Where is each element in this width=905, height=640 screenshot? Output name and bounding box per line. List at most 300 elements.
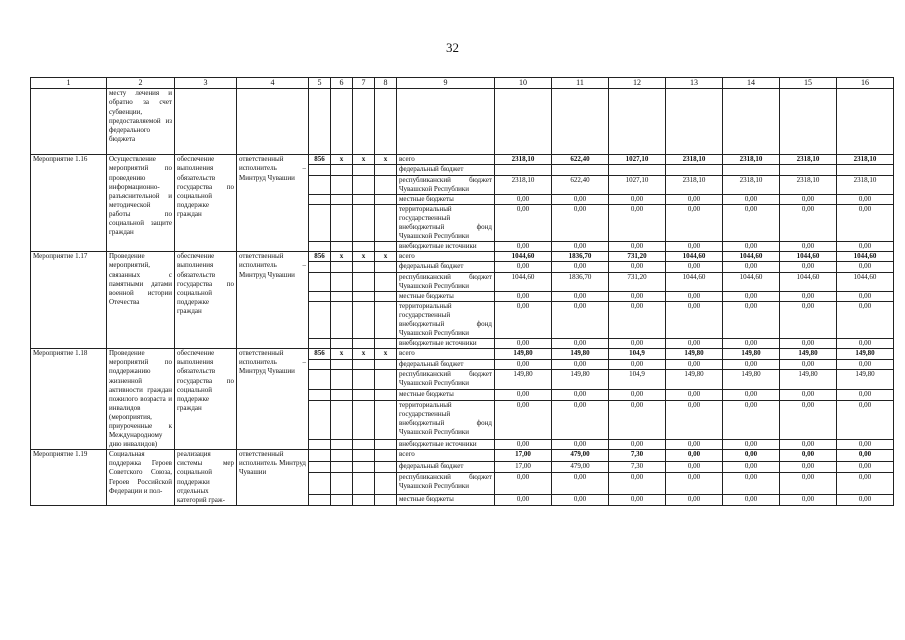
column-number-header: 16 bbox=[837, 78, 894, 89]
amount-cell: 104,9 bbox=[609, 349, 666, 360]
amount-cell: 0,00 bbox=[666, 301, 723, 338]
event-task-cell: обеспечение выполнения обязательств государства по социальной поддержке граждан bbox=[175, 349, 237, 450]
funding-source-cell: всего bbox=[397, 450, 495, 461]
code-cell bbox=[353, 390, 375, 401]
amount-cell: 0,00 bbox=[723, 472, 780, 494]
amount-cell bbox=[666, 165, 723, 175]
code-cell bbox=[353, 194, 375, 204]
amount-cell: 149,80 bbox=[780, 370, 837, 390]
empty-cell bbox=[666, 89, 723, 155]
code-cell bbox=[309, 175, 331, 194]
event-executor-cell: ответственный исполнитель – Минтруд Чувашии bbox=[237, 155, 309, 252]
amount-cell: 0,00 bbox=[780, 461, 837, 472]
amount-cell: 0,00 bbox=[837, 400, 894, 439]
amount-cell: 0,00 bbox=[552, 439, 609, 450]
code-cell bbox=[375, 291, 397, 301]
empty-cell bbox=[353, 89, 375, 155]
amount-cell: 622,40 bbox=[552, 175, 609, 194]
code-cell bbox=[353, 204, 375, 241]
code-cell bbox=[309, 400, 331, 439]
amount-cell: 0,00 bbox=[609, 359, 666, 370]
amount-cell: 17,00 bbox=[495, 461, 552, 472]
funding-source-cell: всего bbox=[397, 252, 495, 262]
amount-cell: 0,00 bbox=[723, 439, 780, 450]
amount-cell: 0,00 bbox=[495, 472, 552, 494]
amount-cell: 0,00 bbox=[666, 461, 723, 472]
code-cell: x bbox=[375, 252, 397, 262]
code-cell bbox=[353, 339, 375, 349]
amount-cell: 0,00 bbox=[609, 400, 666, 439]
code-cell bbox=[331, 301, 353, 338]
empty-cell bbox=[495, 89, 552, 155]
code-cell bbox=[309, 339, 331, 349]
amount-cell: 0,00 bbox=[495, 400, 552, 439]
amount-cell: 0,00 bbox=[723, 461, 780, 472]
amount-cell: 0,00 bbox=[666, 204, 723, 241]
code-cell bbox=[353, 359, 375, 370]
code-cell bbox=[331, 194, 353, 204]
amount-cell: 149,80 bbox=[495, 370, 552, 390]
funding-source-cell: федеральный бюджет bbox=[397, 359, 495, 370]
code-cell bbox=[353, 262, 375, 272]
amount-cell: 2318,10 bbox=[780, 175, 837, 194]
amount-cell: 0,00 bbox=[723, 291, 780, 301]
amount-cell: 0,00 bbox=[495, 262, 552, 272]
amount-cell: 0,00 bbox=[609, 472, 666, 494]
code-cell: x bbox=[375, 349, 397, 360]
amount-cell: 622,40 bbox=[552, 155, 609, 165]
amount-cell: 0,00 bbox=[723, 494, 780, 505]
funding-source-cell: республиканский бюджет Чувашской Республики bbox=[397, 370, 495, 390]
amount-cell: 1044,60 bbox=[666, 272, 723, 291]
amount-cell: 0,00 bbox=[837, 439, 894, 450]
code-cell bbox=[375, 450, 397, 461]
amount-cell: 0,00 bbox=[495, 339, 552, 349]
code-cell bbox=[375, 370, 397, 390]
amount-cell bbox=[609, 165, 666, 175]
amount-cell: 0,00 bbox=[552, 194, 609, 204]
column-number-header: 15 bbox=[780, 78, 837, 89]
amount-cell: 0,00 bbox=[609, 194, 666, 204]
code-cell bbox=[331, 494, 353, 505]
funding-source-cell: территориальный государственный внебюджетный фонд Чувашской Республики bbox=[397, 204, 495, 241]
amount-cell bbox=[780, 165, 837, 175]
amount-cell: 0,00 bbox=[837, 291, 894, 301]
amount-cell: 1044,60 bbox=[780, 252, 837, 262]
amount-cell bbox=[552, 165, 609, 175]
column-number-header: 6 bbox=[331, 78, 353, 89]
amount-cell: 0,00 bbox=[780, 194, 837, 204]
amount-cell: 0,00 bbox=[666, 194, 723, 204]
amount-cell: 104,9 bbox=[609, 370, 666, 390]
amount-cell: 1044,60 bbox=[723, 272, 780, 291]
amount-cell: 0,00 bbox=[837, 494, 894, 505]
amount-cell: 0,00 bbox=[552, 390, 609, 401]
code-cell bbox=[331, 242, 353, 252]
code-cell: x bbox=[353, 252, 375, 262]
column-number-header: 2 bbox=[107, 78, 175, 89]
code-cell: 856 bbox=[309, 252, 331, 262]
column-number-header: 7 bbox=[353, 78, 375, 89]
code-cell: x bbox=[375, 155, 397, 165]
code-cell bbox=[353, 494, 375, 505]
amount-cell: 0,00 bbox=[837, 472, 894, 494]
amount-cell: 0,00 bbox=[666, 262, 723, 272]
code-cell bbox=[331, 204, 353, 241]
amount-cell: 0,00 bbox=[666, 339, 723, 349]
code-cell bbox=[375, 472, 397, 494]
amount-cell: 0,00 bbox=[837, 301, 894, 338]
code-cell: x bbox=[331, 252, 353, 262]
empty-cell bbox=[309, 89, 331, 155]
code-cell bbox=[309, 390, 331, 401]
amount-cell: 0,00 bbox=[780, 291, 837, 301]
code-cell bbox=[353, 272, 375, 291]
amount-cell: 0,00 bbox=[723, 400, 780, 439]
code-cell bbox=[353, 472, 375, 494]
amount-cell: 7,30 bbox=[609, 450, 666, 461]
code-cell bbox=[309, 450, 331, 461]
amount-cell: 1836,70 bbox=[552, 272, 609, 291]
amount-cell: 0,00 bbox=[666, 291, 723, 301]
code-cell bbox=[331, 370, 353, 390]
amount-cell: 0,00 bbox=[837, 390, 894, 401]
event-executor-cell: ответственный исполнитель – Минтруд Чувашии bbox=[237, 252, 309, 349]
amount-cell: 1027,10 bbox=[609, 155, 666, 165]
amount-cell: 0,00 bbox=[723, 194, 780, 204]
amount-cell: 149,80 bbox=[666, 370, 723, 390]
amount-cell: 0,00 bbox=[723, 242, 780, 252]
code-cell bbox=[331, 175, 353, 194]
code-cell bbox=[331, 291, 353, 301]
amount-cell: 17,00 bbox=[495, 450, 552, 461]
amount-cell: 0,00 bbox=[666, 494, 723, 505]
amount-cell: 0,00 bbox=[552, 262, 609, 272]
empty-cell bbox=[397, 89, 495, 155]
code-cell bbox=[331, 165, 353, 175]
amount-cell: 0,00 bbox=[609, 301, 666, 338]
funding-source-cell: республиканский бюджет Чувашской Республики bbox=[397, 472, 495, 494]
column-number-header: 13 bbox=[666, 78, 723, 89]
funding-source-cell: федеральный бюджет bbox=[397, 165, 495, 175]
amount-cell: 0,00 bbox=[780, 400, 837, 439]
code-cell bbox=[331, 472, 353, 494]
code-cell bbox=[309, 439, 331, 450]
amount-cell: 2318,10 bbox=[666, 155, 723, 165]
amount-cell: 2318,10 bbox=[723, 155, 780, 165]
amount-cell: 149,80 bbox=[666, 349, 723, 360]
amount-cell: 0,00 bbox=[552, 472, 609, 494]
amount-cell: 0,00 bbox=[609, 242, 666, 252]
funding-source-cell: всего bbox=[397, 349, 495, 360]
amount-cell: 0,00 bbox=[780, 301, 837, 338]
event-id-cell: Мероприятие 1.16 bbox=[31, 155, 107, 252]
code-cell bbox=[353, 242, 375, 252]
amount-cell: 0,00 bbox=[723, 359, 780, 370]
code-cell bbox=[375, 390, 397, 401]
amount-cell: 149,80 bbox=[723, 349, 780, 360]
amount-cell: 1027,10 bbox=[609, 175, 666, 194]
table-row bbox=[31, 155, 894, 165]
amount-cell: 2318,10 bbox=[495, 155, 552, 165]
funding-source-cell: местные бюджеты bbox=[397, 291, 495, 301]
funding-source-cell: внебюджетные источники bbox=[397, 339, 495, 349]
funding-source-cell: местные бюджеты bbox=[397, 390, 495, 401]
amount-cell: 0,00 bbox=[837, 450, 894, 461]
amount-cell: 0,00 bbox=[780, 390, 837, 401]
code-cell bbox=[375, 262, 397, 272]
code-cell bbox=[375, 175, 397, 194]
amount-cell: 149,80 bbox=[552, 370, 609, 390]
event-id-cell: Мероприятие 1.18 bbox=[31, 349, 107, 450]
amount-cell: 1044,60 bbox=[495, 252, 552, 262]
empty-cell bbox=[375, 89, 397, 155]
amount-cell: 0,00 bbox=[495, 194, 552, 204]
amount-cell: 149,80 bbox=[723, 370, 780, 390]
code-cell bbox=[353, 450, 375, 461]
amount-cell: 0,00 bbox=[723, 301, 780, 338]
amount-cell: 2318,10 bbox=[666, 175, 723, 194]
code-cell bbox=[375, 301, 397, 338]
amount-cell: 0,00 bbox=[837, 194, 894, 204]
amount-cell: 0,00 bbox=[609, 439, 666, 450]
code-cell bbox=[353, 165, 375, 175]
amount-cell: 0,00 bbox=[552, 291, 609, 301]
page-number: 32 bbox=[446, 40, 459, 55]
code-cell: 856 bbox=[309, 349, 331, 360]
code-cell bbox=[353, 291, 375, 301]
amount-cell: 0,00 bbox=[780, 450, 837, 461]
empty-cell bbox=[609, 89, 666, 155]
event-id-cell: Мероприятие 1.17 bbox=[31, 252, 107, 349]
amount-cell: 0,00 bbox=[723, 262, 780, 272]
amount-cell: 0,00 bbox=[837, 461, 894, 472]
amount-cell: 0,00 bbox=[552, 242, 609, 252]
amount-cell: 0,00 bbox=[609, 494, 666, 505]
amount-cell: 0,00 bbox=[666, 439, 723, 450]
amount-cell: 0,00 bbox=[552, 301, 609, 338]
code-cell bbox=[331, 359, 353, 370]
code-cell bbox=[309, 194, 331, 204]
amount-cell: 2318,10 bbox=[837, 175, 894, 194]
amount-cell: 149,80 bbox=[837, 370, 894, 390]
code-cell bbox=[331, 262, 353, 272]
amount-cell: 0,00 bbox=[780, 339, 837, 349]
code-cell bbox=[375, 204, 397, 241]
amount-cell: 731,20 bbox=[609, 272, 666, 291]
code-cell: 856 bbox=[309, 155, 331, 165]
funding-source-cell: республиканский бюджет Чувашской Республики bbox=[397, 175, 495, 194]
code-cell bbox=[375, 359, 397, 370]
amount-cell: 0,00 bbox=[495, 291, 552, 301]
amount-cell: 479,00 bbox=[552, 450, 609, 461]
code-cell bbox=[309, 370, 331, 390]
funding-source-cell: территориальный государственный внебюджетный фонд Чувашской Республики bbox=[397, 301, 495, 338]
code-cell bbox=[309, 291, 331, 301]
event-name-cell: Проведение мероприятий по поддержанию жизненной активности граждан пожилого возраста и инвалидов (мероприятия, приуроченные к Международному дню инвалидов) bbox=[107, 349, 175, 450]
event-name-cell: Социальная поддержка Героев Советского Союза, Героев Российской Федерации и пол- bbox=[107, 450, 175, 506]
code-cell bbox=[375, 494, 397, 505]
column-number-header: 14 bbox=[723, 78, 780, 89]
event-task-cell: реализация системы мер социальной поддержки отдельных категорий граж- bbox=[175, 450, 237, 506]
amount-cell: 0,00 bbox=[495, 390, 552, 401]
column-number-header: 12 bbox=[609, 78, 666, 89]
code-cell: x bbox=[353, 349, 375, 360]
column-number-header: 4 bbox=[237, 78, 309, 89]
amount-cell: 0,00 bbox=[723, 339, 780, 349]
code-cell bbox=[309, 262, 331, 272]
code-cell bbox=[309, 359, 331, 370]
empty-cell bbox=[723, 89, 780, 155]
amount-cell: 0,00 bbox=[552, 359, 609, 370]
event-executor-cell: ответственный исполнитель Минтруд Чувашии bbox=[237, 450, 309, 506]
column-number-header: 1 bbox=[31, 78, 107, 89]
funding-source-cell: территориальный государственный внебюджетный фонд Чувашской Республики bbox=[397, 400, 495, 439]
amount-cell: 0,00 bbox=[495, 494, 552, 505]
funding-source-cell: внебюджетные источники bbox=[397, 439, 495, 450]
amount-cell: 1044,60 bbox=[495, 272, 552, 291]
amount-cell: 0,00 bbox=[552, 339, 609, 349]
code-cell bbox=[309, 165, 331, 175]
funding-source-cell: федеральный бюджет bbox=[397, 461, 495, 472]
amount-cell: 731,20 bbox=[609, 252, 666, 262]
amount-cell: 0,00 bbox=[609, 262, 666, 272]
amount-cell: 0,00 bbox=[609, 390, 666, 401]
event-name-cell: месту лечения и обратно за счет субвенции, предоставляемой из федерального бюджета bbox=[107, 89, 175, 155]
column-number-header: 3 bbox=[175, 78, 237, 89]
amount-cell: 0,00 bbox=[495, 301, 552, 338]
amount-cell: 2318,10 bbox=[780, 155, 837, 165]
code-cell bbox=[353, 461, 375, 472]
code-cell bbox=[353, 439, 375, 450]
empty-cell bbox=[237, 89, 309, 155]
amount-cell: 0,00 bbox=[495, 439, 552, 450]
table-row bbox=[31, 252, 894, 262]
funding-source-cell: местные бюджеты bbox=[397, 194, 495, 204]
amount-cell: 0,00 bbox=[552, 204, 609, 241]
code-cell bbox=[309, 494, 331, 505]
code-cell bbox=[331, 272, 353, 291]
code-cell bbox=[331, 450, 353, 461]
code-cell: x bbox=[331, 155, 353, 165]
amount-cell: 0,00 bbox=[495, 204, 552, 241]
amount-cell: 0,00 bbox=[666, 450, 723, 461]
code-cell bbox=[309, 461, 331, 472]
table-row bbox=[31, 450, 894, 461]
amount-cell: 1044,60 bbox=[723, 252, 780, 262]
event-name-cell: Проведение мероприятий, связанных с памятными датами военной истории Отечества bbox=[107, 252, 175, 349]
code-cell bbox=[375, 461, 397, 472]
amount-cell: 7,30 bbox=[609, 461, 666, 472]
empty-cell bbox=[175, 89, 237, 155]
amount-cell: 479,00 bbox=[552, 461, 609, 472]
amount-cell: 0,00 bbox=[666, 472, 723, 494]
code-cell bbox=[375, 194, 397, 204]
column-number-header: 8 bbox=[375, 78, 397, 89]
code-cell bbox=[331, 390, 353, 401]
amount-cell bbox=[837, 165, 894, 175]
code-cell bbox=[375, 439, 397, 450]
column-number-row bbox=[31, 78, 894, 89]
code-cell bbox=[331, 339, 353, 349]
amount-cell: 0,00 bbox=[609, 204, 666, 241]
funding-source-cell: федеральный бюджет bbox=[397, 262, 495, 272]
event-name-cell: Осуществление мероприятий по проведению информационно-разъяснительной и методической работы по социальной защите граждан bbox=[107, 155, 175, 252]
amount-cell: 0,00 bbox=[552, 494, 609, 505]
funding-source-cell: местные бюджеты bbox=[397, 494, 495, 505]
amount-cell: 149,80 bbox=[552, 349, 609, 360]
column-number-header: 5 bbox=[309, 78, 331, 89]
amount-cell: 0,00 bbox=[780, 472, 837, 494]
code-cell bbox=[375, 242, 397, 252]
amount-cell: 1044,60 bbox=[837, 252, 894, 262]
amount-cell: 0,00 bbox=[780, 359, 837, 370]
code-cell bbox=[331, 439, 353, 450]
code-cell bbox=[309, 472, 331, 494]
code-cell: x bbox=[331, 349, 353, 360]
code-cell bbox=[375, 400, 397, 439]
code-cell: x bbox=[353, 155, 375, 165]
amount-cell: 0,00 bbox=[495, 242, 552, 252]
event-executor-cell: ответственный исполнитель – Минтруд Чувашии bbox=[237, 349, 309, 450]
code-cell bbox=[375, 165, 397, 175]
amount-cell: 0,00 bbox=[666, 400, 723, 439]
column-number-header: 10 bbox=[495, 78, 552, 89]
amount-cell: 2318,10 bbox=[723, 175, 780, 194]
amount-cell: 1044,60 bbox=[837, 272, 894, 291]
amount-cell: 0,00 bbox=[837, 204, 894, 241]
empty-cell bbox=[331, 89, 353, 155]
event-id-cell: Мероприятие 1.19 bbox=[31, 450, 107, 506]
amount-cell: 0,00 bbox=[723, 450, 780, 461]
code-cell bbox=[353, 301, 375, 338]
amount-cell: 0,00 bbox=[780, 494, 837, 505]
event-id-cell bbox=[31, 89, 107, 155]
amount-cell: 0,00 bbox=[609, 339, 666, 349]
funding-source-cell: всего bbox=[397, 155, 495, 165]
amount-cell: 2318,10 bbox=[837, 155, 894, 165]
amount-cell: 149,80 bbox=[495, 349, 552, 360]
amount-cell: 0,00 bbox=[552, 400, 609, 439]
amount-cell: 0,00 bbox=[780, 262, 837, 272]
amount-cell: 0,00 bbox=[837, 339, 894, 349]
code-cell bbox=[331, 400, 353, 439]
amount-cell: 0,00 bbox=[837, 242, 894, 252]
amount-cell: 0,00 bbox=[837, 359, 894, 370]
amount-cell: 1836,70 bbox=[552, 252, 609, 262]
amount-cell: 149,80 bbox=[837, 349, 894, 360]
amount-cell bbox=[495, 165, 552, 175]
code-cell bbox=[353, 400, 375, 439]
empty-cell bbox=[552, 89, 609, 155]
code-cell bbox=[331, 461, 353, 472]
amount-cell: 0,00 bbox=[780, 242, 837, 252]
amount-cell: 0,00 bbox=[666, 390, 723, 401]
code-cell bbox=[353, 175, 375, 194]
amount-cell bbox=[723, 165, 780, 175]
code-cell bbox=[309, 242, 331, 252]
column-number-header: 9 bbox=[397, 78, 495, 89]
amount-cell: 2318,10 bbox=[495, 175, 552, 194]
amount-cell: 1044,60 bbox=[666, 252, 723, 262]
column-number-header: 11 bbox=[552, 78, 609, 89]
code-cell bbox=[375, 272, 397, 291]
funding-source-cell: республиканский бюджет Чувашской Республики bbox=[397, 272, 495, 291]
code-cell bbox=[309, 301, 331, 338]
code-cell bbox=[309, 272, 331, 291]
amount-cell: 0,00 bbox=[609, 291, 666, 301]
amount-cell: 0,00 bbox=[723, 390, 780, 401]
